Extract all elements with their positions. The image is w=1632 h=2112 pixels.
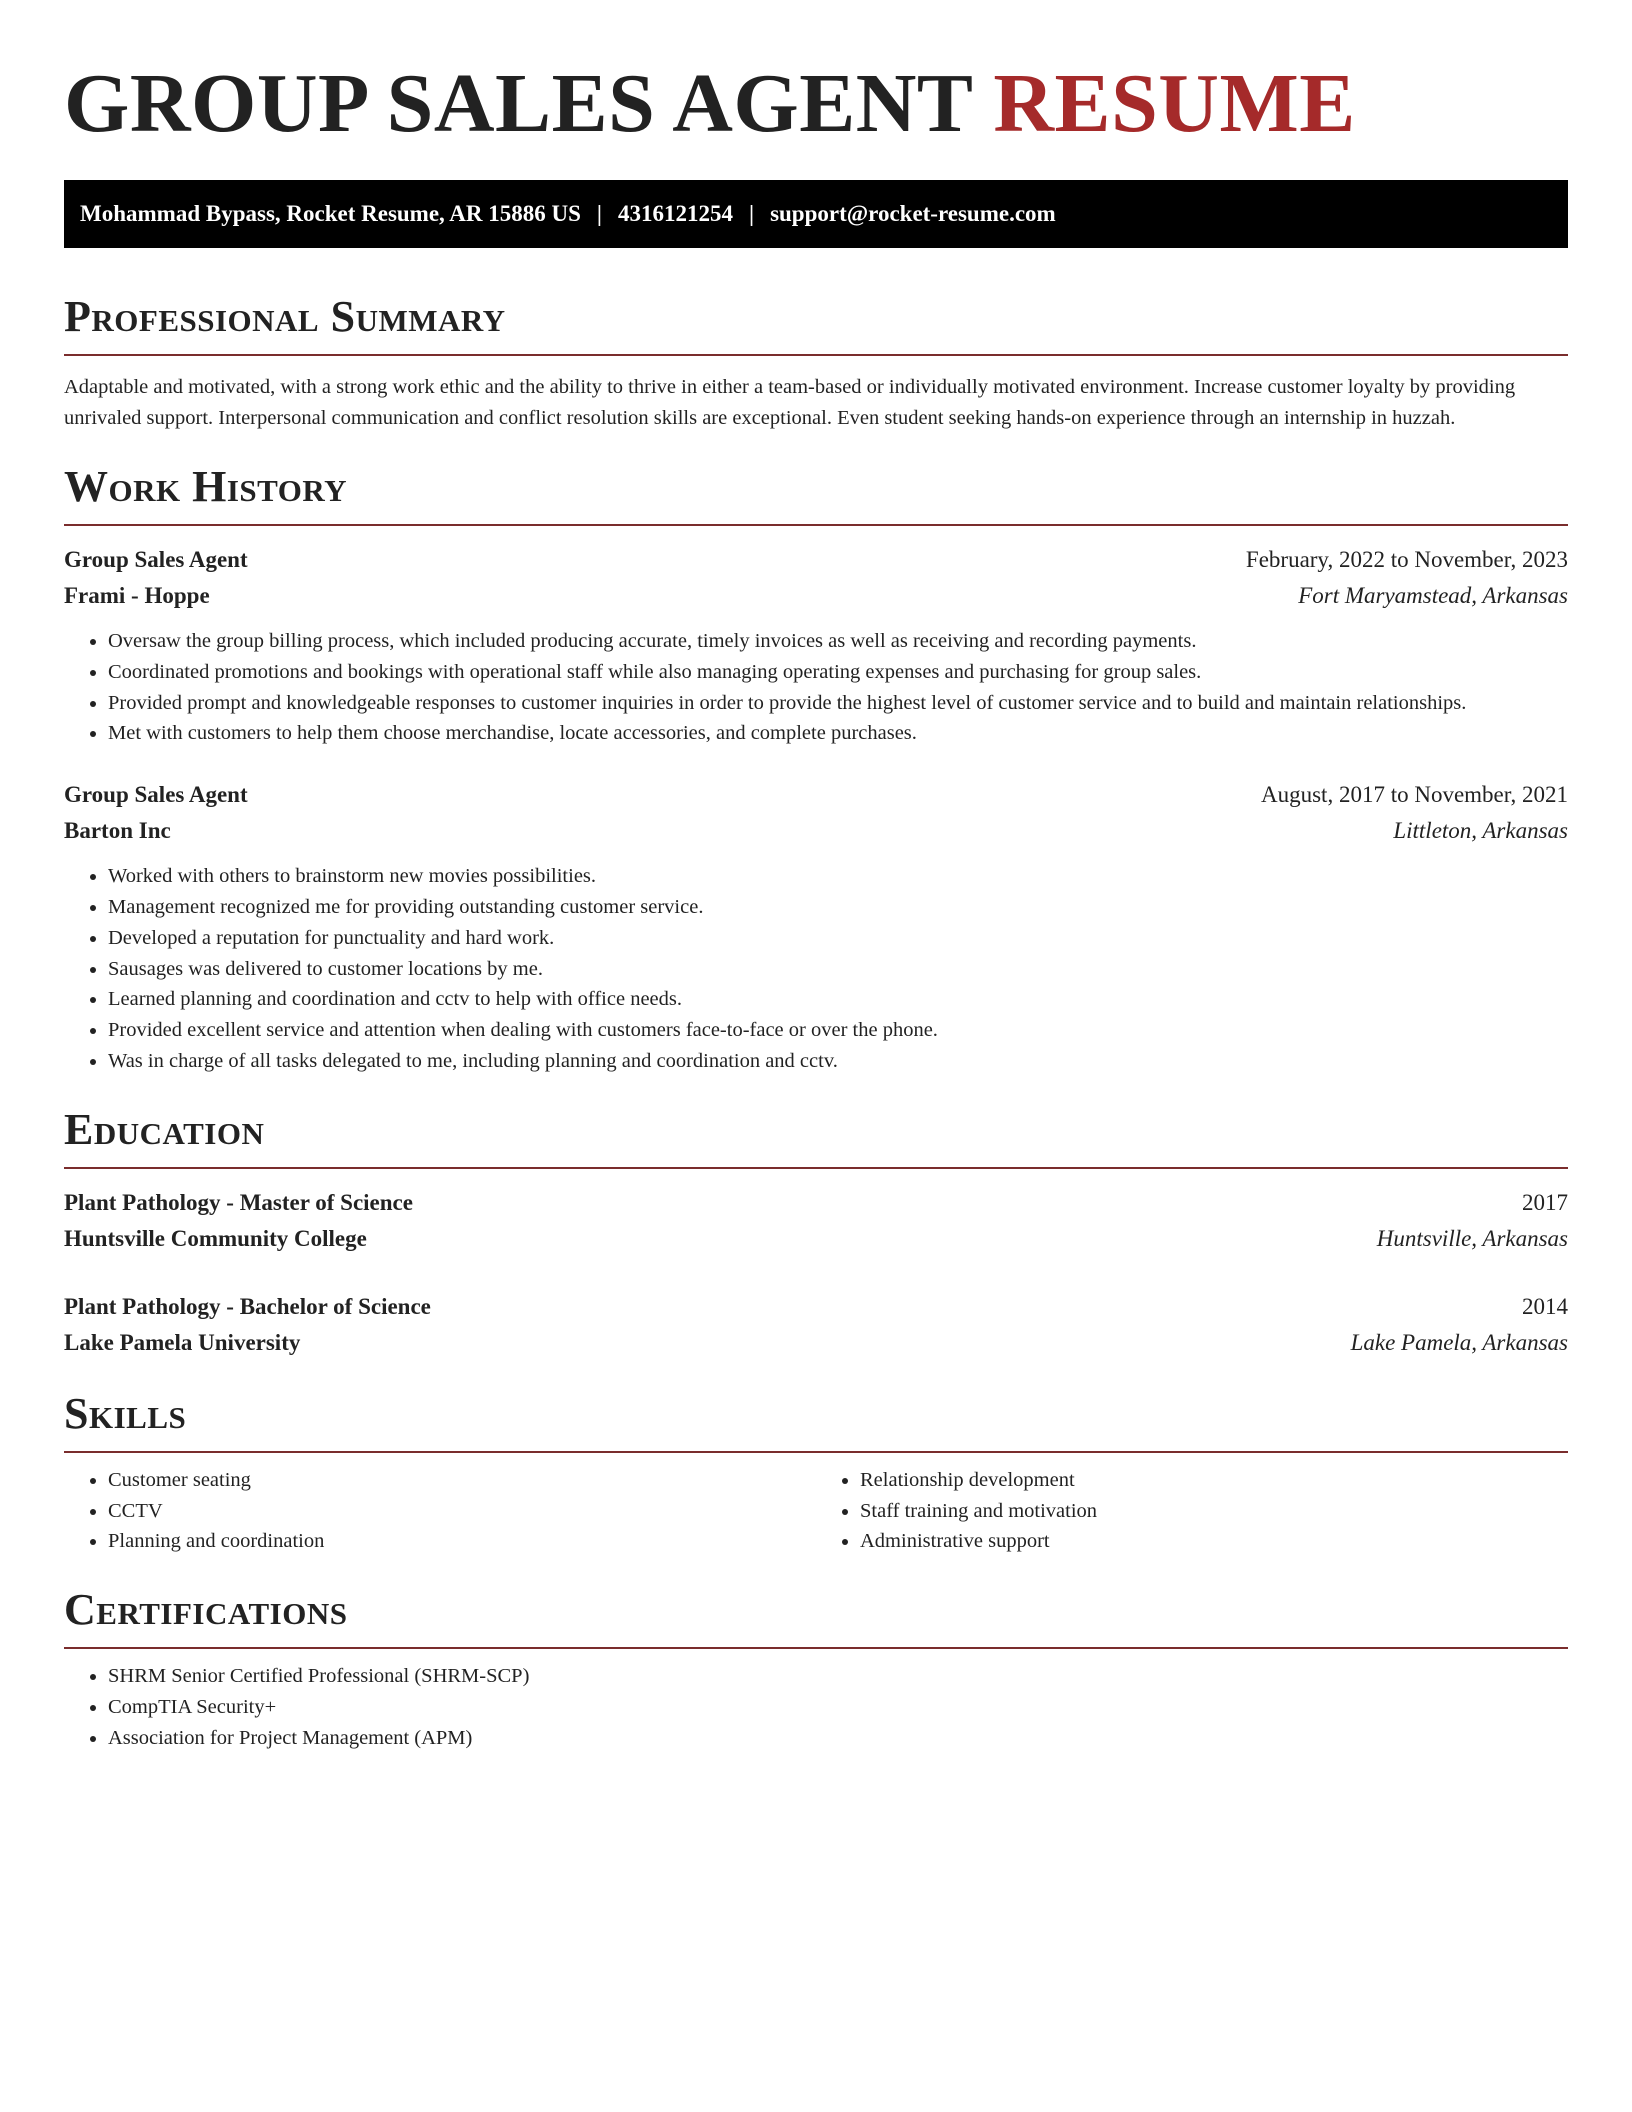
section-divider [64,1167,1568,1169]
job-bullets [64,861,1568,1077]
job-company: Barton Inc [64,818,171,844]
section-divider [64,524,1568,526]
contact-email: support@rocket-resume.com [770,201,1056,226]
job-entry [64,777,1568,1077]
work-history-heading: Work History [64,462,348,511]
education-school: Lake Pamela University [64,1329,301,1355]
job-bullet: • Provided excellent service and attention when dealing with customers face-to-face or over the phone. [108,1015,1568,1046]
skill-item: • Staff training and motivation [860,1496,1568,1527]
education-year: 2014 [1522,1293,1568,1319]
summary-section [64,292,1568,434]
contact-phone: 4316121254 [617,201,733,226]
job-location: Littleton, Arkansas [1393,818,1568,844]
certification-item: • SHRM Senior Certified Professional (SHRM-SCP) [108,1661,1568,1692]
certifications-heading: Certifications [64,1585,348,1635]
summary-heading: Professional Summary [64,292,506,341]
skills-columns [64,1465,1568,1557]
job-bullets [64,626,1568,749]
job-title: Group Sales Agent [64,782,248,808]
job-location: Fort Maryamstead, Arkansas [1298,583,1568,608]
skill-item: • Customer seating [108,1465,816,1496]
education-degree: Plant Pathology - Bachelor of Science [64,1293,431,1319]
section-divider [64,1647,1568,1649]
section-divider [64,1451,1568,1453]
contact-bar [64,180,1568,248]
skill-item: • Relationship development [860,1465,1568,1496]
job-bullet: • Was in charge of all tasks delegated to me, including planning and coordination and cctv. [108,1046,1568,1077]
education-year: 2017 [1522,1189,1568,1215]
job-bullet: • Developed a reputation for punctuality and hard work. [108,923,1568,954]
job-company-row [64,578,1568,614]
work-history-section [64,462,1568,1077]
certification-item: • CompTIA Security+ [108,1692,1568,1723]
job-header-row [64,542,1568,578]
job-header-row [64,777,1568,813]
skill-item: • Administrative support [860,1526,1568,1557]
skills-heading: Skills [64,1388,187,1438]
contact-separator: | [596,201,602,226]
contact-separator: | [748,201,755,226]
education-degree-row [64,1289,1568,1325]
skills-section [64,1389,1568,1557]
job-bullet: • Coordinated promotions and bookings with operational staff while also managing operating expenses and purchasing for group sales. [108,657,1568,688]
skills-list-left [64,1465,816,1557]
title-accent: RESUME [993,57,1356,150]
job-bullet: • Sausages was delivered to customer locations by me. [108,954,1568,985]
job-dates: August, 2017 to November, 2021 [1261,782,1568,808]
education-school: Huntsville Community College [64,1225,367,1251]
job-dates: February, 2022 to November, 2023 [1245,547,1568,572]
education-location: Lake Pamela, Arkansas [1350,1329,1568,1355]
job-bullet: • Provided prompt and knowledgeable responses to customer inquiries in order to provide the highest level of customer service and to build and maintain relationships. [108,688,1568,719]
job-bullet: • Met with customers to help them choose merchandise, locate accessories, and complete purchases. [108,718,1568,749]
skill-item: • Planning and coordination [108,1526,816,1557]
job-bullet: • Learned planning and coordination and cctv to help with office needs. [108,984,1568,1015]
certifications-list [64,1661,1568,1753]
job-bullet: • Management recognized me for providing outstanding customer service. [108,892,1568,923]
education-location: Huntsville, Arkansas [1376,1225,1568,1251]
resume-title [64,0,1568,150]
education-school-row [64,1325,1568,1361]
title-main: GROUP SALES AGENT [64,57,972,150]
job-entry [64,542,1568,749]
job-bullet: • Worked with others to brainstorm new movies possibilities. [108,861,1568,892]
job-company-row [64,813,1568,849]
job-title: Group Sales Agent [64,547,248,572]
education-degree-row [64,1185,1568,1221]
education-entry [64,1289,1568,1361]
skills-list-right [816,1465,1568,1557]
education-entry [64,1185,1568,1257]
education-section [64,1105,1568,1361]
education-school-row [64,1221,1568,1257]
summary-text: Adaptable and motivated, with a strong work ethic and the ability to thrive in either a team-based or individually motivated environment. Increase customer loyalty by providing unrivaled support. Interpersonal communication and conflict resolution skills are exceptional. Even student seeking hands-on experience through an internship in huzzah. [64,376,1516,429]
certifications-section [64,1585,1568,1753]
job-bullet: • Oversaw the group billing process, which included producing accurate, timely invoices as well as receiving and recording payments. [108,626,1568,657]
education-degree: Plant Pathology - Master of Science [64,1189,413,1215]
certification-item: • Association for Project Management (APM) [108,1723,1568,1754]
education-heading: Education [64,1104,265,1154]
job-company: Frami - Hoppe [64,583,210,608]
section-divider [64,354,1568,356]
contact-address: Mohammad Bypass, Rocket Resume, AR 15886 US [80,201,581,226]
skill-item: • CCTV [108,1496,816,1527]
